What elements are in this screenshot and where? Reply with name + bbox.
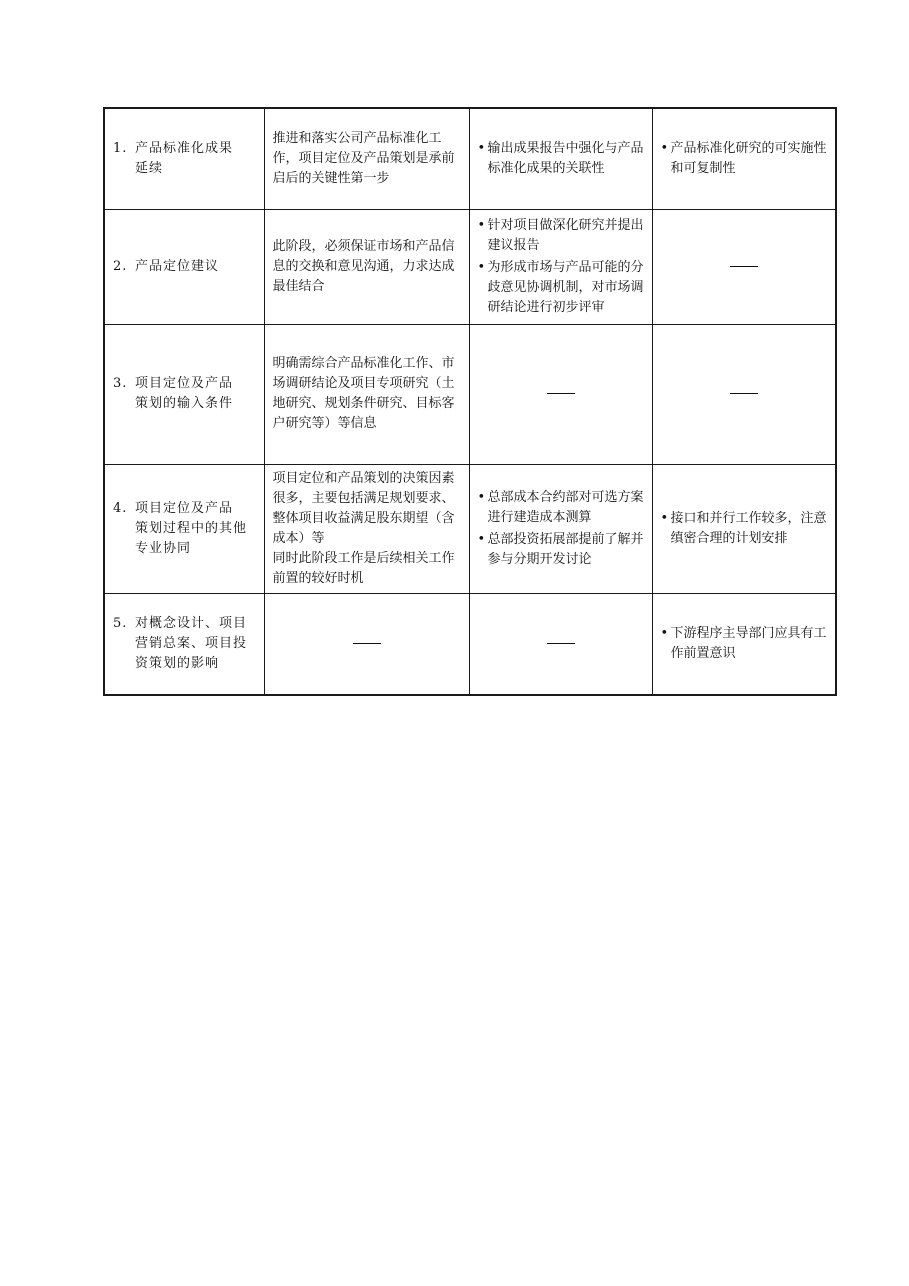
bullet-text: 输出成果报告中强化与产品标准化成果的关联性 bbox=[487, 140, 644, 176]
row-action bbox=[469, 108, 652, 209]
empty-cell bbox=[469, 593, 652, 695]
row-topic bbox=[104, 324, 264, 464]
bullet-item bbox=[661, 509, 828, 549]
bullet-icon: • bbox=[660, 140, 669, 156]
bullet-text: 针对项目做深化研究并提出建议报告 bbox=[487, 217, 644, 253]
dash-mark bbox=[730, 393, 758, 394]
table-row bbox=[104, 324, 836, 464]
row-number: 3. bbox=[113, 376, 128, 391]
row-topic bbox=[104, 108, 264, 209]
bullet-icon: • bbox=[477, 217, 486, 233]
description-text: 推进和落实公司产品标准化工作，项目定位及产品策划是承前启后的关键性第一步 bbox=[272, 130, 455, 186]
topic-text-cont: 延续 bbox=[135, 160, 164, 176]
row-note bbox=[652, 593, 836, 695]
empty-cell bbox=[469, 324, 652, 464]
row-topic bbox=[104, 209, 264, 324]
row-note bbox=[652, 108, 836, 209]
row-description bbox=[264, 108, 469, 209]
topic-text: 产品定位建议 bbox=[135, 258, 220, 274]
description-text: 此阶段，必须保证市场和产品信息的交换和意见沟通，力求达成最佳结合 bbox=[272, 238, 455, 294]
dash-mark bbox=[547, 393, 575, 394]
bullet-item bbox=[661, 624, 828, 664]
row-description bbox=[264, 464, 469, 593]
row-number: 1. bbox=[113, 140, 128, 156]
bullet-text: 产品标准化研究的可实施性和可复制性 bbox=[670, 140, 827, 176]
bullet-item bbox=[661, 139, 828, 179]
empty-cell bbox=[652, 209, 836, 324]
dash-mark bbox=[730, 266, 758, 267]
bullet-item bbox=[478, 488, 644, 528]
bullet-text: 为形成市场与产品可能的分歧意见协调机制，对市场调研结论进行初步评审 bbox=[487, 259, 644, 315]
process-table bbox=[103, 107, 837, 696]
topic-text: 项目定位及产品 bbox=[135, 500, 234, 516]
bullet-icon: • bbox=[660, 510, 669, 526]
bullet-text: 下游程序主导部门应具有工作前置意识 bbox=[670, 625, 827, 661]
bullet-icon: • bbox=[477, 259, 486, 275]
dash-mark bbox=[547, 643, 575, 644]
dash-mark bbox=[353, 643, 381, 644]
empty-cell bbox=[264, 593, 469, 695]
row-number: 4. bbox=[113, 500, 128, 516]
row-description bbox=[264, 209, 469, 324]
bullet-item bbox=[478, 139, 644, 179]
topic-text: 对概念设计、项目 bbox=[135, 615, 248, 631]
bullet-item bbox=[478, 530, 644, 570]
topic-text-cont: 策划过程中的其他专业协同 bbox=[135, 520, 248, 556]
row-note bbox=[652, 464, 836, 593]
bullet-item bbox=[478, 216, 644, 256]
description-text: 明确需综合产品标准化工作、市场调研结论及项目专项研究（土地研究、规划条件研究、目标客户研究等）等信息 bbox=[272, 356, 455, 431]
description-text: 同时此阶段工作是后续相关工作前置的较好时机 bbox=[272, 550, 455, 586]
table-row bbox=[104, 464, 836, 593]
bullet-icon: • bbox=[660, 625, 669, 641]
table-row bbox=[104, 593, 836, 695]
row-description bbox=[264, 324, 469, 464]
bullet-item bbox=[478, 258, 644, 318]
bullet-icon: • bbox=[477, 489, 486, 505]
bullet-text: 总部成本合约部对可选方案进行建造成本测算 bbox=[487, 489, 644, 525]
topic-text-cont: 营销总案、项目投资策划的影响 bbox=[135, 635, 248, 671]
table-row bbox=[104, 108, 836, 209]
bullet-text: 总部投资拓展部提前了解并参与分期开发讨论 bbox=[487, 531, 644, 567]
empty-cell bbox=[652, 324, 836, 464]
bullet-icon: • bbox=[477, 140, 486, 156]
row-number: 5. bbox=[113, 615, 128, 631]
row-action bbox=[469, 464, 652, 593]
topic-text-cont: 策划的输入条件 bbox=[135, 396, 234, 411]
description-text: 项目定位和产品策划的决策因素很多，主要包括满足规划要求、整体项目收益满足股东期望（含成本）等 bbox=[272, 470, 455, 546]
table-row bbox=[104, 209, 836, 324]
topic-text: 项目定位及产品 bbox=[135, 376, 234, 391]
bullet-icon: • bbox=[477, 531, 486, 547]
row-topic bbox=[104, 593, 264, 695]
topic-text: 产品标准化成果 bbox=[135, 140, 234, 156]
row-topic bbox=[104, 464, 264, 593]
row-action bbox=[469, 209, 652, 324]
row-number: 2. bbox=[113, 258, 128, 274]
bullet-text: 接口和并行工作较多，注意缜密合理的计划安排 bbox=[670, 510, 827, 546]
